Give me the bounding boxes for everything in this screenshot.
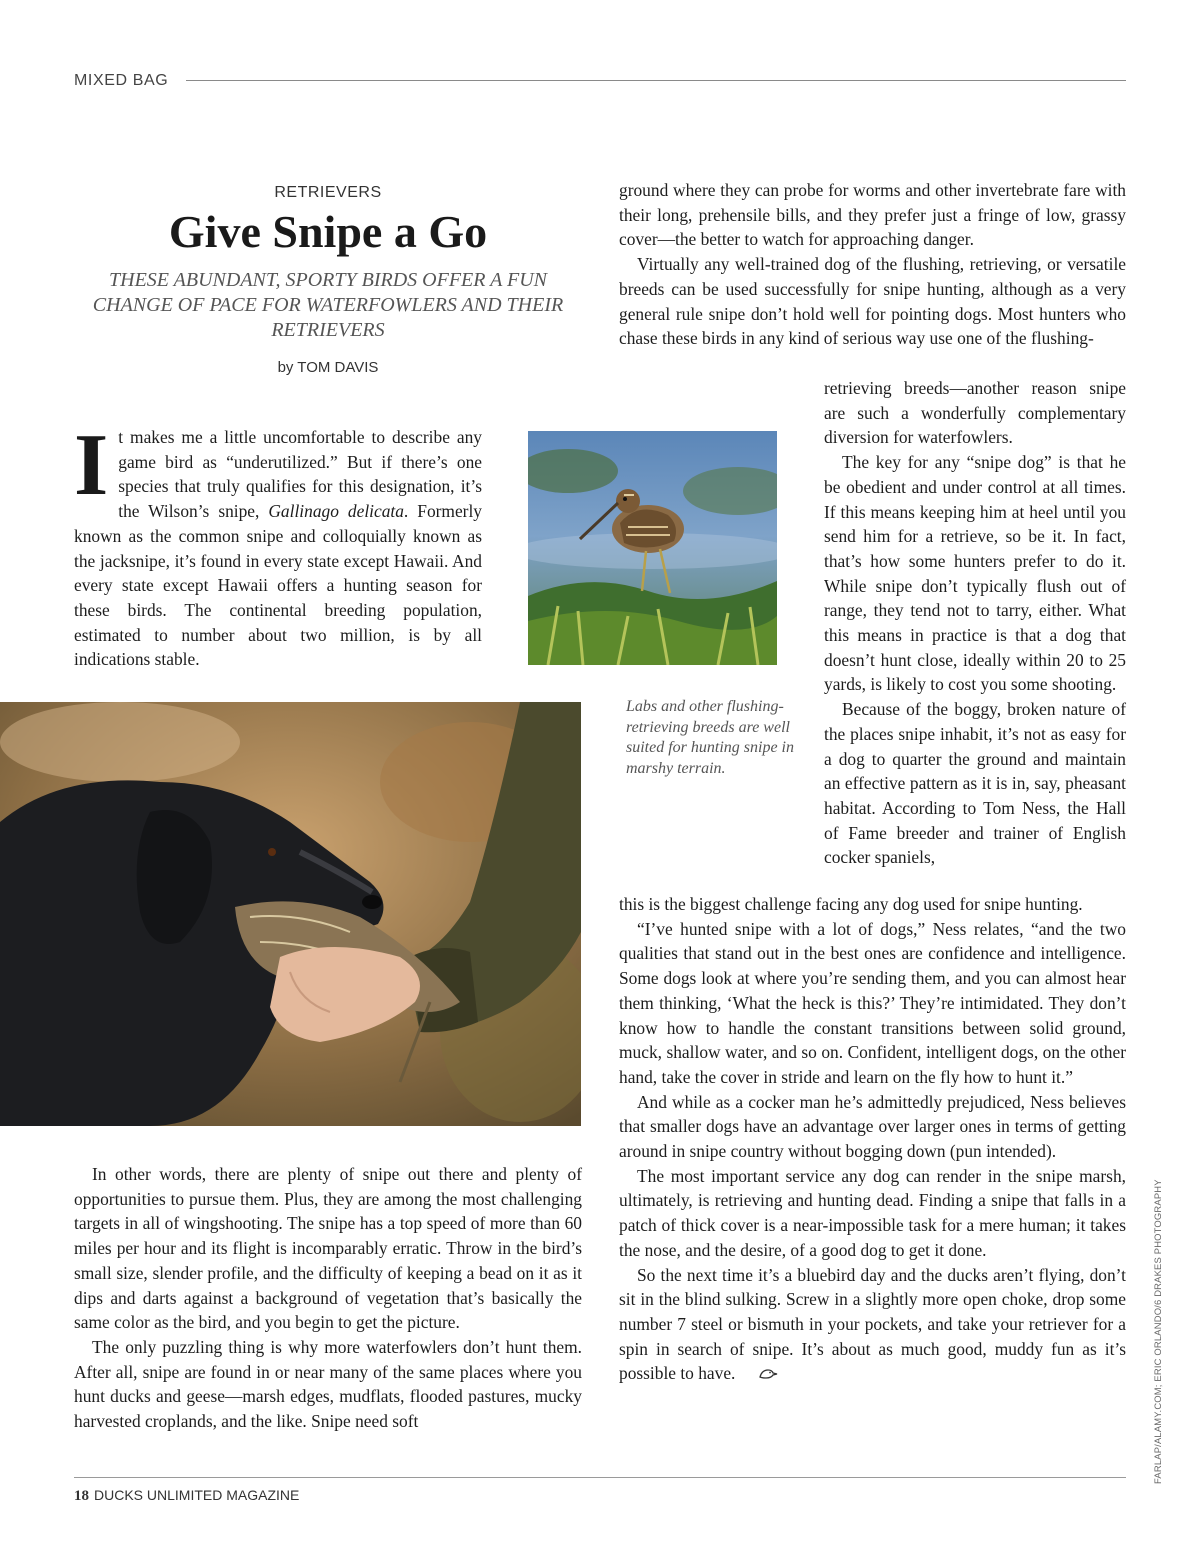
byline: by TOM DAVIS (277, 359, 379, 376)
snipe-photo (528, 431, 777, 665)
right-column-narrow (824, 376, 1126, 870)
article-kicker: RETRIEVERS (274, 184, 382, 201)
paragraph-3-continued: ground where they can probe for worms and other invertebrate fare with their long, prehensile bills, and they prefer just a fringe of low, grassy cover—the better to watch for approaching danger. (619, 180, 1126, 250)
paragraph-4-continued: retrieving breeds—another reason snipe are such a wonderfully complementary diversion for waterfowlers. (824, 378, 1126, 448)
drop-cap: I (74, 417, 109, 514)
p1-start: t makes me a little uncomfortable to describe any game bird as “underutilized.” But if there’s one species that truly qualifies for this designation, it’s the Wilson’s snipe, (118, 427, 482, 522)
paragraph-3: The only puzzling thing is why more waterfowlers don’t hunt them. After all, snipe are found in or near many of the same places where you hunt ducks and geese—marsh edges, mudflats, flooded pastures, mucky harvested croplands, and the like. Snipe need soft (74, 1336, 582, 1432)
publication-name: DUCKS UNLIMITED MAGAZINE (94, 1487, 300, 1503)
photo-credit: FARLAP/ALAMY.COM; ERIC ORLANDO/6 DRAKES PHOTOGRAPHY (1152, 1179, 1163, 1484)
left-column-bottom (74, 1162, 582, 1434)
paragraph-1 (74, 417, 482, 672)
page-number: 18 (74, 1488, 89, 1504)
paragraph-6-continued: this is the biggest challenge facing any dog used for snipe hunting. (619, 894, 1083, 914)
paragraph-10-text: So the next time it’s a bluebird day and the ducks aren’t flying, don’t sit in the blind sulking. Screw in a slightly more open choke, drop some number 7 steel or bismuth in your pockets, and take your retriever for a spin in search of snipe. It’s about as much good, muddy fun as it’s possible to have. (619, 1264, 1126, 1384)
right-column-bottom (619, 892, 1126, 1388)
article-deck: THESE ABUNDANT, SPORTY BIRDS OFFER A FUN CHANGE OF PACE FOR WATERFOWLERS AND THEIR RETRIEVERS (92, 269, 564, 341)
footer-divider (74, 1477, 1126, 1478)
paragraph-4: Virtually any well-trained dog of the flushing, retrieving, or versatile breeds can be used successfully for snipe hunting, although as a very general rule snipe don’t hold well for pointing dogs. Most hunters who chase these birds in any kind of serious way use one of the flushing- (619, 254, 1126, 349)
right-column-top (619, 178, 1126, 351)
paragraph-7: “I’ve hunted snipe with a lot of dogs,” Ness relates, “and the two qualities that stand out in the best ones are confidence and intelligence. Some dogs look at where you’re sending them, and you can almost hear them thinking, ‘What the heck is this?’ They’re intimidated. They don’t know how to handle the constant transitions between solid ground, muck, shallow water, and so on. Confident, intelligent dogs, on the other hand, take the cover in stride and learn on the fly how to hunt it.” (619, 918, 1126, 1087)
photo-caption: Labs and other flushing-retrieving breeds are well suited for hunting snipe in marshy terrain. (626, 698, 794, 777)
dog-retrieving-snipe-photo (0, 702, 581, 1126)
article-title: Give Snipe a Go (168, 206, 488, 257)
paragraph-10 (619, 1263, 1126, 1388)
paragraph-5: The key for any “snipe dog” is that he be obedient and under control at all times. If this means keeping him at heel until you send him for a retrieve, so be it. In fact, that’s how some hunters prefer to do it. While snipe don’t typically flush out of range, they tend not to tarry, either. What this means in practice is that a dog that doesn’t hunt close, ideally within 20 to 25 yards, is likely to cost you some shooting. (824, 452, 1126, 695)
duck-head-icon (740, 1363, 778, 1388)
p1-end: . Formerly known as the common snipe and colloquially known as the jacksnipe, it’s found in every state except Hawaii. And every state except Hawaii offers a hunting season for these birds. The continental breeding population, estimated to number about two million, is by all indications stable. (74, 501, 482, 670)
species-name: Gallinago delicata (268, 501, 404, 522)
paragraph-8: And while as a cocker man he’s admittedly prejudiced, Ness believes that smaller dogs have an advantage over larger ones in terms of getting around in snipe country without bogging down (pun intended). (619, 1091, 1126, 1162)
paragraph-6: Because of the boggy, broken nature of the places snipe inhabit, it’s not as easy for a dog to quarter the ground and maintain an effective pattern as it is in, say, pheasant habitat. According to Tom Ness, the Hall of Fame breeder and trainer of English cocker spaniels, (824, 699, 1126, 868)
paragraph-2: In other words, there are plenty of snipe out there and plenty of opportunities to pursue them. Plus, they are among the most challenging targets in all of wingshooting. The snipe has a top speed of more than 60 miles per hour and its flight is incomparably erratic. Throw in the bird’s small size, slender profile, and the difficulty of keeping a bead on it as it dips and darts against a background of vegetation that’s basically the same color as the bird, and you begin to get the picture. (74, 1164, 582, 1333)
footer (74, 1487, 299, 1505)
header-divider (186, 80, 1126, 81)
section-label: MIXED BAG (74, 72, 169, 89)
intro-paragraph-block (74, 417, 482, 672)
paragraph-9: The most important service any dog can render in the snipe marsh, ultimately, is retrieving and hunting dead. Finding a snipe that falls in a patch of thick cover is a near-impossible task for a mere human; it takes the nose, and the desire, of a good dog to get it done. (619, 1165, 1126, 1260)
